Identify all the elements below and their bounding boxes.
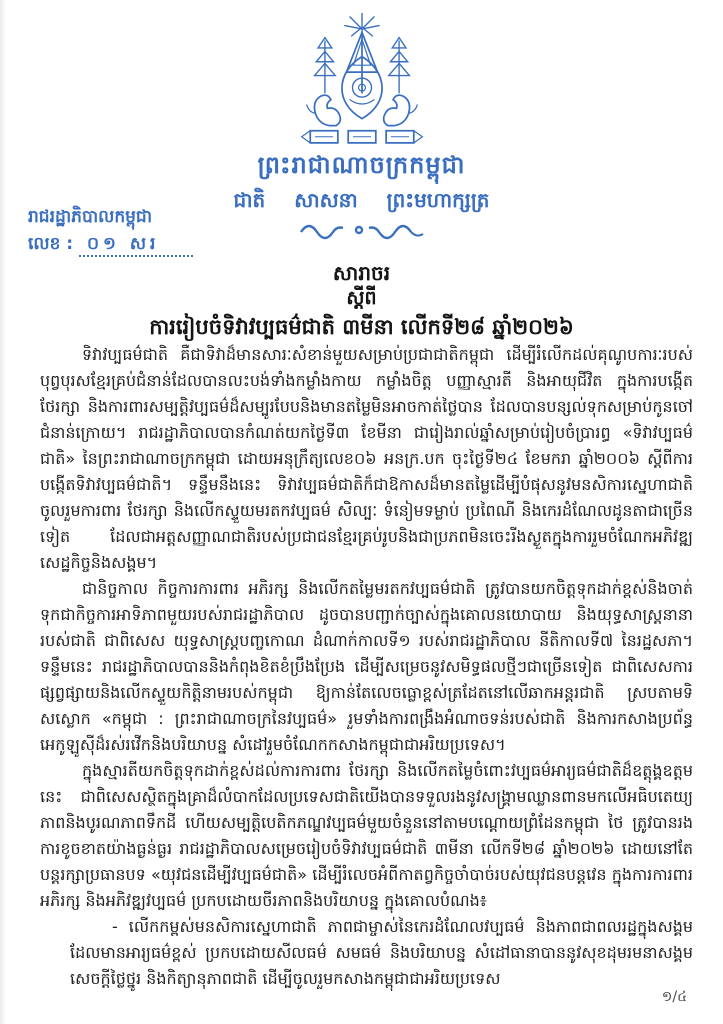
page-number: ១/៤ (661, 989, 687, 1005)
document-body (40, 342, 693, 992)
document-subject-title: ការរៀបចំទិវាវប្បធម៌ជាតិ ៣មីនា លើកទី២៨ ឆ្នាំ២០២៦ (149, 315, 574, 339)
reference-label: លេខ : (28, 234, 74, 254)
reference-number: ០១ សរ (79, 234, 193, 257)
kingdom-title: ព្រះរាជាណាចក្រកម្ពុជា (257, 151, 466, 179)
royal-arms-of-cambodia-icon (273, 10, 451, 148)
body-paragraph-1: ទិវាវប្បធម៌ជាតិ គឺជាទិវាដ៏មានសារៈសំខាន់មួយសម្រាប់ប្រជាជាតិកម្ពុជា ដើម្បីរំលើកដល់គុណូបការៈរបស់បុព្វបុរសខ្មែរគ្រប់ជំនាន់ដែលបានលះបង់ទាំងកម្លាំងកាយ កម្លាំងចិត្ត បញ្ញាស្មារតី និងអាយុជីវិត ក្នុងការបង្កើត ថែរក្សា និងការពារសម្បត្តិវប្បធម៌ដ៏សម្បូរបែបនិងមានតម្លៃមិនអាចកាត់ថ្លៃបាន ដែលបានបន្សល់ទុកសម្រាប់កូនចៅជំនាន់ក្រោយ។ រាជរដ្ឋាភិបាលបានកំណត់យកថ្ងៃទី៣ ខែមីនា ជារៀងរាល់ឆ្នាំសម្រាប់រៀបចំប្រារព្ធ «ទិវាវប្បធម៌ជាតិ» នៃព្រះរាជាណាចក្រកម្ពុជា ដោយអនុក្រឹត្យលេខ០៦ អនក្រ.បក ចុះថ្ងៃទី២៤ ខែមករា ឆ្នាំ២០០៦ ស្តីពីការបង្កើតទិវាវប្បធម៌ជាតិ។ ទន្ទឹមនឹងនេះ ទិវាវប្បធម៌ជាតិក៏ជាឱកាសដ៏មានតម្លៃដើម្បីបំផុសនូវមនសិការស្នេហាជាតិ ចូលរួមការពារ ថែរក្សា និងលើកស្ទួយមរតកវប្បធម៌ សិល្បៈ ទំនៀមទម្លាប់ ប្រពៃណី និងកេរដំណែលដូនតាជាច្រើនទៀត ដែលជាអត្តសញ្ញាណជាតិរបស់ប្រជាជនខ្មែរគ្រប់រូបនិងជាប្រភពមិនចេះរីងស្ងួតក្នុងការរួមចំណែកអភិវឌ្ឍសេដ្ឋកិច្ចនិងសង្គម។ (40, 345, 693, 572)
reference-number-line (28, 231, 193, 258)
document-title-block (0, 260, 723, 342)
body-paragraph-3: ក្នុងស្មារតីយកចិត្តទុកដាក់ខ្ពស់ដល់ការការពារ ថែរក្សា និងលើកតម្លៃចំពោះវប្បធម៌អារ្យធម៌ជាតិដ៏ឧត្តុង្គឧត្តមនេះ ជាពិសេសស្ថិតក្នុងគ្រាដ៏លំបាកដែលប្រទេសជាតិយើងបានទទួលរងនូវសង្គ្រាមឈ្លានពានមកលើអធិបតេយ្យភាពនិងបូរណភាពទឹកដី ហើយសម្បត្តិបេតិកភណ្ឌវប្បធម៌មួយចំនួននៅតាមបណ្ដោយព្រំដែនកម្ពុជា ថៃ ត្រូវបានរងការខូចខាតយ៉ាងធ្ងន់ធ្ងរ រាជរដ្ឋាភិបាលសម្រេចរៀបចំទិវាវប្បធម៌ជាតិ ៣មីនា លើកទី២៨ ឆ្នាំ២០២៦ ដោយនៅតែបន្តរក្សាប្រធានបទ «យុវជនដើម្បីវប្បធម៌ជាតិ» ដើម្បីរំលេចអំពីកាតព្វកិច្ចចាំបាច់របស់យុវជនបន្តវេន ក្នុងការការពារ អភិរក្ស និងអភិវឌ្ឍវប្បធម៌ ប្រកបដោយចីរភាពនិងបរិយាបន្ន ក្នុងគោលបំណង៖ (40, 761, 693, 910)
government-header-block (28, 204, 193, 258)
document-type-title: សារាចរ (332, 261, 391, 285)
government-name: រាជរដ្ឋាភិបាលកម្ពុជា (28, 207, 153, 227)
document-subject-label: ស្តីពី (346, 287, 377, 309)
bullet-item-objective: - លើកកម្ពស់មនសិការស្នេហាជាតិ ភាពជាម្ចាស់នៃកេរដំណែលវប្បធម៌ និងភាពជាពលរដ្ឋក្នុងសង្គមដែលមានអារ្យធម៌ខ្ពស់ ប្រកបដោយសីលធម៌ សមធម៌ និងបរិយាបន្ន សំដៅធានាបាននូវសុខដុមរមនាសង្គម សេចក្ដីថ្លៃថ្នូរ និងកិត្យានុភាពជាតិ ដើម្បីចូលរួមកសាងកម្ពុជាជាអរិយប្រទេស (70, 917, 693, 988)
body-paragraph-2: ជានិច្ចកាល កិច្ចការការពារ អភិរក្ស និងលើកតម្លៃមរតកវប្បធម៌ជាតិ ត្រូវបានយកចិត្តទុកដាក់ខ្ពស់និងចាត់ទុកជាកិច្ចការអាទិភាពមួយរបស់រាជរដ្ឋាភិបាល ដូចបានបញ្ជាក់ច្បាស់ក្នុងគោលនយោបាយ និងយុទ្ធសាស្ត្រនានារបស់ជាតិ ជាពិសេស យុទ្ធសាស្ត្របញ្ចកោណ ដំណាក់កាលទី១ របស់រាជរដ្ឋាភិបាល នីតិកាលទី៧ នៃរដ្ឋសភា។ ទន្ទឹមនេះ រាជរដ្ឋាភិបាលបាននិងកំពុងខិតខំប្រឹងប្រែង ដើម្បីសម្រេចនូវសមិទ្ធផលថ្មីៗជាច្រើនទៀត ជាពិសេសការផ្សព្វផ្សាយនិងលើកស្ទួយកិត្តិនាមរបស់កម្ពុជា ឱ្យកាន់តែលេចធ្លោខ្ពស់ត្រដែតនៅលើឆាកអន្តរជាតិ ស្របតាមទិសស្លោក «កម្ពុជា : ព្រះរាជាណាចក្រនៃវប្បធម៌» រួមទាំងការពង្រឹងអំណាចទន់របស់ជាតិ និងការកសាងប្រព័ន្ធអេកូឡូស៊ីដ៏រស់រវើកនិងបរិយាបន្ន សំដៅរួមចំណែកកសាងកម្ពុជាជាអរិយប្រទេស។ (40, 579, 693, 754)
scroll-flourish-icon (297, 222, 427, 240)
national-motto: ជាតិ សាសនា ព្រះមហាក្សត្រ (233, 188, 490, 212)
